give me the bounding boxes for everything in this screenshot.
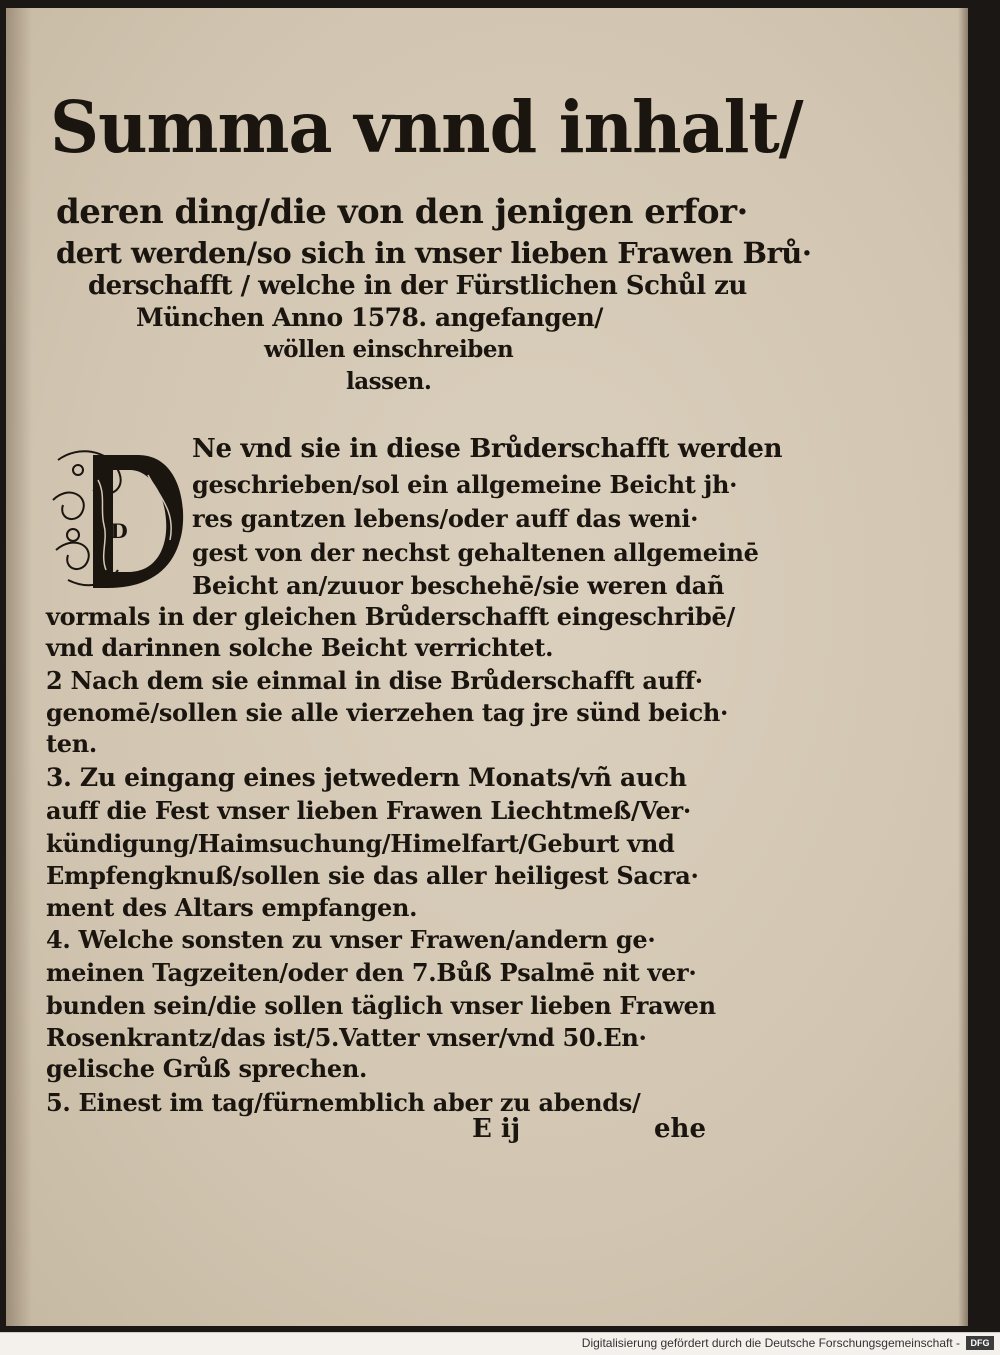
dfg-logo: DFG bbox=[966, 1336, 994, 1350]
title-line: wöllen einschreiben bbox=[264, 336, 514, 363]
book-page bbox=[6, 8, 968, 1326]
title-line: München Anno 1578. angefangen/ bbox=[136, 303, 603, 332]
title-line: derschafft / welche in der Fürstlichen Schůl zu bbox=[88, 271, 747, 301]
body-line: 4. Welche sonsten zu vnser Frawen/andern ge· bbox=[46, 925, 656, 954]
body-line: bunden sein/die sollen täglich vnser lieben Frawen bbox=[46, 991, 716, 1020]
body-line: res gantzen lebens/oder auff das weni· bbox=[192, 504, 699, 533]
footer-credit: Digitalisierung gefördert durch die Deutsche Forschungsgemeinschaft - bbox=[581, 1336, 960, 1350]
body-line: auff die Fest vnser lieben Frawen Liechtmeß/Ver· bbox=[46, 796, 691, 825]
body-line: kündigung/Haimsuchung/Himelfart/Geburt vnd bbox=[46, 829, 675, 858]
body-line: Rosenkrantz/das ist/5.Vatter vnser/vnd 50.En· bbox=[46, 1023, 647, 1052]
body-line: ment des Altars empfangen. bbox=[46, 893, 418, 922]
body-line: vnd darinnen solche Beicht verrichtet. bbox=[46, 633, 554, 662]
gutter-shadow bbox=[6, 8, 32, 1326]
body-line: genomē/sollen sie alle vierzehen tag jre sünd beich· bbox=[46, 698, 729, 727]
body-line: vormals in der gleichen Brůderschafft eingeschribē/ bbox=[46, 602, 735, 631]
body-line: 5. Einest im tag/fürnemblich aber zu abends/ bbox=[46, 1088, 641, 1117]
footer-bar bbox=[0, 1332, 1000, 1355]
body-line: Ne vnd sie in diese Brůderschafft werden bbox=[192, 434, 783, 464]
body-line: gest von der nechst gehaltenen allgemeinē bbox=[192, 538, 759, 567]
drop-cap-letter: D bbox=[110, 519, 128, 543]
title-line: lassen. bbox=[346, 368, 432, 395]
body-line: geschrieben/sol ein allgemeine Beicht jh· bbox=[192, 470, 738, 499]
body-line: Beicht an/zuuor beschehē/sie weren dañ bbox=[192, 571, 725, 600]
page-title: Summa vnnd inhalt/ bbox=[50, 86, 803, 170]
body-line: meinen Tagzeiten/oder den 7.Bůß Psalmē nit ver· bbox=[46, 958, 697, 987]
body-line: 2 Nach dem sie einmal in dise Brůderschafft auff· bbox=[46, 666, 703, 695]
body-line: ten. bbox=[46, 729, 97, 758]
body-line: 3. Zu eingang eines jetwedern Monats/vñ auch bbox=[46, 763, 687, 792]
signature-mark: E ij bbox=[472, 1114, 521, 1144]
title-line: deren ding/die von den jenigen erfor· bbox=[56, 192, 748, 232]
catchword: ehe bbox=[654, 1114, 706, 1144]
ornamental-initial bbox=[48, 440, 190, 592]
page-edge-shadow bbox=[958, 8, 968, 1326]
body-line: Empfengknuß/sollen sie das aller heiligest Sacra· bbox=[46, 861, 699, 890]
title-line: dert werden/so sich in vnser lieben Frawen Brů· bbox=[56, 236, 812, 270]
body-line: gelische Grůß sprechen. bbox=[46, 1054, 368, 1083]
